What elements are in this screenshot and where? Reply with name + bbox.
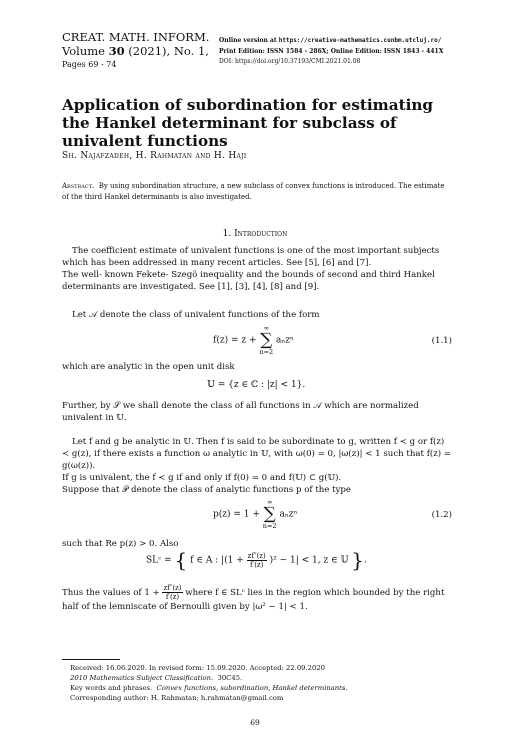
summation-symbol: ∞ ∑ n=2 [259, 324, 274, 356]
online-version: Online version at https://creative-mathematics.cunbm.utcluj.ro/ [219, 37, 442, 44]
unit-disk-definition: 𝕌 = {z ∈ ℂ : |z| < 1}. [207, 380, 306, 390]
section-heading: 1. Introduction [222, 229, 288, 239]
abstract-label: Abstract. [62, 182, 95, 190]
equation-number-1-1: (1.1) [431, 336, 452, 346]
fraction: $\frac{zf''(z)}{f'(z)}$ [163, 584, 182, 601]
equation-1-1: f(z) = z + ∞ ∑ n=2 aₙzⁿ [213, 324, 294, 356]
abstract [62, 181, 452, 203]
issn-line: Print Edition: ISSN 1584 - 286X; Online Edition: ISSN 1843 - 441X [219, 47, 444, 55]
publication-info [219, 36, 443, 68]
journal-name: CREAT. MATH. INFORM. [62, 30, 210, 44]
footnote-divider [62, 659, 120, 660]
paragraph-8: Suppose that 𝒫 denote the class of analytic functions p of the type [62, 485, 352, 495]
online-url-link[interactable]: https://creative-mathematics.cunbm.utcluj.ro/ [278, 37, 442, 44]
paragraph-4: which are analytic in the open unit disk [62, 362, 235, 372]
footnote-received: Received: 16.06.2020. In revised form: 15.09.2020. Accepted: 22.09.2020 [70, 664, 325, 672]
page-number: 69 [250, 718, 260, 727]
abstract-text: By using subordination structure, a new subclass of convex functions is introduced. The estimate of the third Hankel determinants is also investigated. [62, 182, 445, 201]
summation-symbol: ∞ ∑ n=2 [262, 498, 277, 530]
pages-range: Pages 69 - 74 [62, 60, 117, 69]
fraction: $\frac{zf''(z)}{f'(z)}$ [247, 551, 266, 569]
footnote-msc: 2010 Mathematics Subject Classification. 30C45. [70, 674, 243, 682]
doi-line[interactable]: DOI: https://doi.org/10.37193/CMI.2021.01.08 [219, 58, 361, 65]
equation-1-2: p(z) = 1 + ∞ ∑ n=2 aₙzⁿ [213, 498, 298, 530]
paragraph-5: Further, by 𝒮 we shall denote the class of all functions in 𝒜 which are normalized univalent in 𝕌. [62, 401, 419, 423]
slc-definition: SLᶜ = { f ∈ A : |(1 + $\frac{zf''(z)}{f'(z)}$ )² − 1| < 1, z ∈ 𝕌 }. [146, 548, 367, 572]
footnote-keywords: Key words and phrases. Convex functions, subordination, Hankel determinants. [70, 684, 348, 692]
paragraph-9: such that Re p(z) > 0. Also [62, 539, 179, 549]
paragraph-7: If g is univalent, the f ≺ g if and only if f(0) = 0 and f(𝕌) ⊂ g(𝕌). [62, 473, 342, 483]
paragraph-2: The well- known Fekete- Szegö inequality and the bounds of second and third Hankel determinants are investigated. See [1], [3], [4], [8] and [9]. [62, 270, 435, 292]
paper-title: Application of subordination for estimating the Hankel determinant for subclass of univalent functions [62, 96, 434, 150]
paragraph-3: Let 𝒜 denote the class of univalent functions of the form [72, 310, 320, 320]
journal-header [62, 30, 209, 72]
paragraph-10: Thus the values of 1 + $\frac{zf''(z)}{f'(z)}$ where f ∈ SLᶜ lies in the region which bounded by the right half of the lemniscate of Bernoulli given by |ω² − 1| < 1. [62, 584, 445, 612]
paragraph-1: The coefficient estimate of univalent functions is one of the most important subjects which has been addressed in many recent articles. See [5], [6] and [7]. [62, 246, 440, 268]
paragraph-6: Let f and g be analytic in 𝕌. Then f is said to be subordinate to g, written f ≺ g or f(z) ≺ g(z), if there exists a function ω analytic in 𝕌, with ω(0) = 0, |ω(z)| < 1 such that f(z) = g(ω(z)). [62, 437, 452, 471]
footnote-corresponding: Corresponding author: H. Rahmatan; h.rahmatan@gmail.com [70, 694, 284, 702]
equation-number-1-2: (1.2) [431, 510, 452, 520]
volume-line: Volume 30 (2021), No. 1, [62, 44, 209, 58]
author-list: Sh. Najafzadeh, H. Rahmatan and H. Haji [62, 151, 247, 161]
